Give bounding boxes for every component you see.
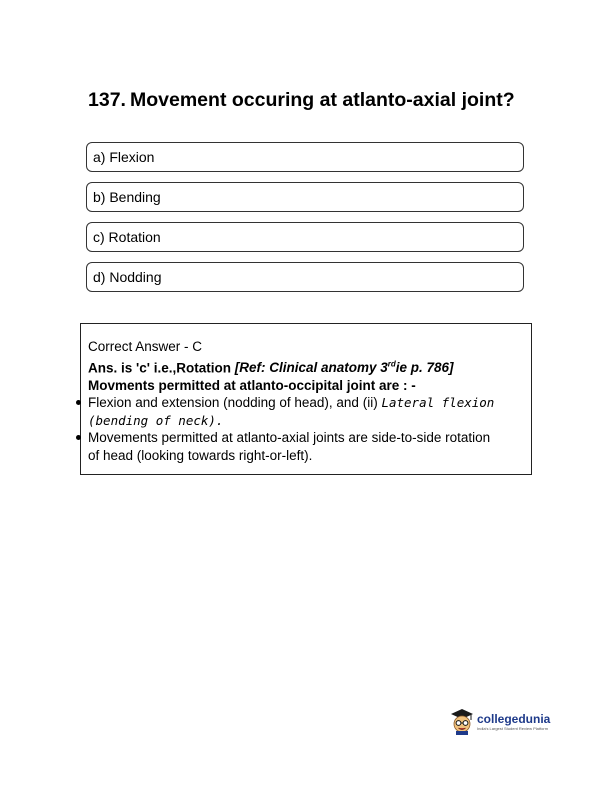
- answer-prefix: Ans. is: [88, 360, 137, 375]
- option-a[interactable]: [86, 142, 524, 172]
- graduate-mascot-icon: [450, 708, 474, 736]
- option-b-label: b) Bending: [93, 189, 161, 205]
- question-text: Movement occuring at atlanto-axial joint?: [130, 89, 515, 111]
- answer-statement: [88, 356, 528, 377]
- question-heading: [88, 88, 528, 112]
- logo-name: collegedunia: [477, 712, 551, 726]
- bullet-1-italic-cont: (bending of neck).: [88, 412, 224, 428]
- option-b[interactable]: [86, 182, 524, 212]
- option-c-label: c) Rotation: [93, 229, 161, 245]
- bullet-item-1: [88, 394, 528, 429]
- reference-sup: rd: [387, 359, 396, 369]
- option-d-label: d) Nodding: [93, 269, 162, 285]
- bullet-item-2: [88, 429, 528, 464]
- collegedunia-logo: [450, 705, 550, 739]
- reference: [235, 360, 454, 375]
- bullet-2-line-2: of head (looking towards right-or-left).: [88, 447, 313, 463]
- option-a-label: a) Flexion: [93, 149, 155, 165]
- bullet-1-text: Flexion and extension (nodding of head), and (ii): [88, 395, 382, 410]
- logo-tagline: India's Largest Student Review Platform: [477, 726, 549, 731]
- correct-answer: Correct Answer - C: [88, 339, 203, 354]
- bullet-2-line-1: Movements permitted at atlanto-axial joints are side-to-side rotation: [88, 430, 491, 445]
- explanation-heading: Movments permitted at atlanto-occipital joint are : -: [88, 377, 416, 393]
- option-c[interactable]: [86, 222, 524, 252]
- answer-rest: i.e.,Rotation: [149, 360, 235, 375]
- bullet-1-italic: Lateral flexion: [381, 395, 495, 410]
- bullet-icon: [76, 400, 81, 405]
- bullet-icon: [76, 435, 81, 440]
- answer-key: 'c': [136, 360, 150, 375]
- question-number: 137.: [88, 89, 126, 111]
- answer-explanation-box: [80, 323, 532, 475]
- option-d[interactable]: [86, 262, 524, 292]
- reference-suffix: ie p. 786]: [395, 360, 454, 375]
- reference-prefix: [Ref: Clinical anatomy 3: [234, 360, 388, 375]
